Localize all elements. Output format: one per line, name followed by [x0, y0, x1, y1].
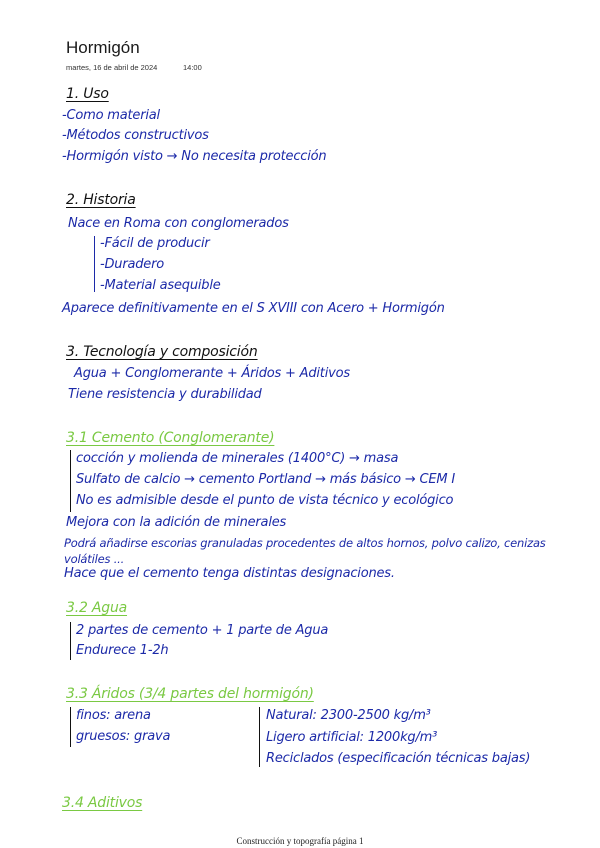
section-3-1-line: Mejora con la adición de minerales — [66, 515, 287, 530]
section-3-3-left-item: gruesos: grava — [76, 729, 171, 744]
section-3-1-line: Podrá añadirse escorias granuladas procedentes de altos hornos, polvo calizo, cenizas — [64, 536, 546, 550]
page-title: Hormigón — [66, 38, 140, 57]
section-3-3-right-item: Ligero artificial: 1200kg/m³ — [266, 730, 438, 745]
section-1-item: -Métodos constructivos — [62, 128, 209, 143]
section-3-3-brace-right — [259, 707, 260, 767]
section-3-3-right-item: Natural: 2300-2500 kg/m³ — [266, 708, 431, 723]
section-2-line: Aparece definitivamente en el S XVIII con Acero + Hormigón — [62, 301, 445, 316]
section-3-1-item: Sulfato de calcio → cemento Portland → más básico → CEM I — [76, 472, 455, 487]
section-3-1-brace — [70, 450, 71, 512]
section-3-1-item: cocción y molienda de minerales (1400°C) → masa — [76, 451, 399, 466]
section-3-3-left-item: finos: arena — [76, 708, 151, 723]
page-date: martes, 16 de abril de 2024 — [66, 63, 158, 72]
section-3-3-right-item: Reciclados (especificación técnicas bajas) — [266, 751, 531, 766]
page-footer: Construcción y topografía página 1 — [236, 836, 364, 846]
section-3-4-heading: 3.4 Aditivos — [62, 795, 143, 811]
section-2-heading: 2. Historia — [66, 192, 136, 208]
section-1-heading: 1. Uso — [66, 86, 109, 102]
page-time: 14:00 — [183, 63, 202, 72]
section-2-brace — [94, 236, 95, 292]
section-1-item: -Como material — [62, 108, 160, 123]
section-3-2-item: 2 partes de cemento + 1 parte de Agua — [76, 623, 329, 638]
section-2-line: Nace en Roma con conglomerados — [68, 216, 289, 231]
section-2-item: -Material asequible — [100, 278, 221, 293]
section-2-item: -Fácil de producir — [100, 236, 210, 251]
section-2-item: -Duradero — [100, 257, 164, 272]
section-3-2-item: Endurece 1-2h — [76, 643, 169, 658]
section-3-2-brace — [70, 622, 71, 660]
section-3-2-heading: 3.2 Agua — [66, 600, 128, 616]
section-3-1-item: No es admisible desde el punto de vista técnico y ecológico — [76, 493, 454, 508]
section-3-3-brace-left — [70, 707, 71, 747]
section-1-item: -Hormigón visto → No necesita protección — [62, 149, 327, 164]
section-3-line: Agua + Conglomerante + Áridos + Aditivos — [74, 366, 350, 381]
section-3-3-heading: 3.3 Áridos (3/4 partes del hormigón) — [66, 686, 314, 702]
section-3-line: Tiene resistencia y durabilidad — [68, 387, 262, 402]
section-3-1-heading: 3.1 Cemento (Conglomerante) — [66, 430, 275, 446]
section-3-heading: 3. Tecnología y composición — [66, 344, 258, 360]
section-3-1-line: Hace que el cemento tenga distintas designaciones. — [64, 566, 395, 581]
section-3-1-line: volátiles ... — [64, 552, 125, 566]
